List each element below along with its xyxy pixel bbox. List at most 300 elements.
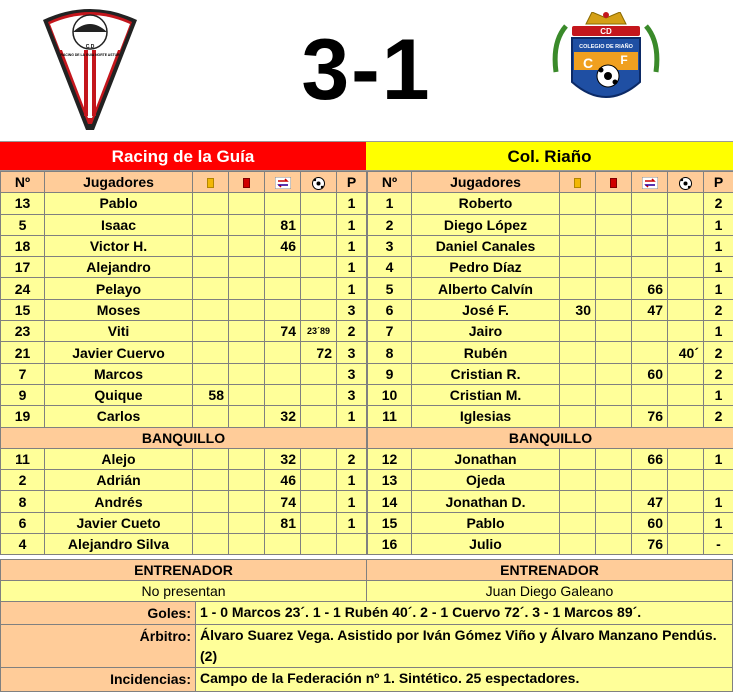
home-coach-name: No presentan [0,580,367,602]
away-coach-label: ENTRENADOR [366,559,733,581]
yellow-card [193,193,229,214]
yellow-card [560,257,596,278]
points: 3 [337,342,367,363]
goals-label: Goles: [1,602,196,624]
table-row [1,257,367,278]
red-card [596,363,632,384]
player-name: Diego López [412,214,560,235]
points: 2 [704,363,733,384]
player-number: 2 [368,214,412,235]
substitution-minute [632,384,668,405]
player-name: Moses [45,299,193,320]
player-name: Marcos [45,363,193,384]
player-number: 7 [1,363,45,384]
red-card [596,534,632,555]
yellow-card [560,512,596,533]
substitution-minute [632,214,668,235]
red-card [229,363,265,384]
goal-header [301,172,337,193]
yellow-card-header [193,172,229,193]
red-card [229,470,265,491]
substitution-icon [642,177,658,189]
points: 3 [337,384,367,405]
yellow-card-header [560,172,596,193]
goal-minute [301,278,337,299]
player-name: Daniel Canales [412,235,560,256]
table-row [368,257,733,278]
substitution-minute: 32 [265,448,301,469]
match-header [0,0,733,140]
yellow-card [560,470,596,491]
yellow-card [193,363,229,384]
table-row [1,470,367,491]
points: 1 [337,257,367,278]
incidents-label: Incidencias: [1,668,196,691]
goal-minute: 72 [301,342,337,363]
svg-text:F: F [620,53,628,67]
yellow-card [193,448,229,469]
player-number: 7 [368,321,412,342]
table-row [368,470,733,491]
red-card [229,299,265,320]
red-card [596,491,632,512]
yellow-card [560,193,596,214]
substitution-minute [632,235,668,256]
substitution-minute: 81 [265,214,301,235]
red-card [596,278,632,299]
yellow-card [193,342,229,363]
goal-minute [668,235,704,256]
table-row [1,342,367,363]
player-number: 5 [1,214,45,235]
yellow-card [193,278,229,299]
player-number: 9 [368,363,412,384]
points: 1 [337,512,367,533]
yellow-card [560,534,596,555]
player-number: 13 [368,470,412,491]
player-name: Javier Cuervo [45,342,193,363]
goal-minute [668,384,704,405]
red-card [229,406,265,427]
player-name: Alberto Calvín [412,278,560,299]
player-name: Andrés [45,491,193,512]
red-card [229,257,265,278]
player-number: 15 [368,512,412,533]
yellow-card [193,257,229,278]
goal-minute [668,257,704,278]
player-number: 8 [1,491,45,512]
table-row [1,491,367,512]
yellow-card [560,448,596,469]
substitution-minute: 46 [265,470,301,491]
goal-minute [301,448,337,469]
points: 1 [704,321,733,342]
goal-minute [668,406,704,427]
substitution-minute: 81 [265,512,301,533]
substitution-minute [632,193,668,214]
player-number: 6 [368,299,412,320]
bench-label: BANQUILLO [368,427,733,448]
table-row [368,384,733,405]
table-row [1,278,367,299]
player-name: Jairo [412,321,560,342]
player-number: 16 [368,534,412,555]
red-card [596,299,632,320]
substitution-header [632,172,668,193]
player-name: Isaac [45,214,193,235]
svg-text:C.D: C.D [85,44,95,50]
table-row [1,235,367,256]
substitution-header [265,172,301,193]
table-row [1,512,367,533]
points: 1 [704,257,733,278]
incidents-row [0,667,733,692]
substitution-minute [265,384,301,405]
player-number: 8 [368,342,412,363]
goal-ball-icon [312,177,325,190]
substitution-minute [632,470,668,491]
yellow-card [560,214,596,235]
player-number: 4 [368,257,412,278]
away-coach-name: Juan Diego Galeano [366,580,733,602]
player-number: 10 [368,384,412,405]
player-name: Cristian R. [412,363,560,384]
points-header: P [704,172,733,193]
yellow-card [193,512,229,533]
points: 1 [704,491,733,512]
goal-minute [668,321,704,342]
substitution-minute: 66 [632,448,668,469]
player-number: 21 [1,342,45,363]
points: 3 [337,299,367,320]
substitution-minute [265,363,301,384]
player-name: Alejo [45,448,193,469]
player-number: 9 [1,384,45,405]
yellow-card [193,406,229,427]
yellow-card-icon [207,178,214,188]
yellow-card [193,470,229,491]
goal-minute [668,534,704,555]
svg-text:COLEGIO DE RIAÑO: COLEGIO DE RIAÑO [579,44,633,50]
substitution-icon [275,177,291,189]
yellow-card [560,363,596,384]
player-name: Cristian M. [412,384,560,405]
points [337,534,367,555]
red-card-header [596,172,632,193]
referee-label: Árbitro: [1,625,196,667]
player-number: 15 [1,299,45,320]
substitution-minute [265,278,301,299]
yellow-card: 30 [560,299,596,320]
points: 1 [704,448,733,469]
substitution-minute [632,257,668,278]
substitution-minute: 47 [632,299,668,320]
red-card [229,193,265,214]
goal-minute [668,363,704,384]
yellow-card [193,321,229,342]
yellow-card: 58 [193,384,229,405]
number-header: Nº [1,172,45,193]
points: 1 [337,193,367,214]
home-lineup-table [0,171,367,555]
yellow-card [560,384,596,405]
player-number: 17 [1,257,45,278]
red-card [596,321,632,342]
players-header: Jugadores [412,172,560,193]
red-card [596,448,632,469]
substitution-minute: 76 [632,406,668,427]
points: 1 [704,214,733,235]
player-name: José F. [412,299,560,320]
red-card [229,342,265,363]
red-card [596,257,632,278]
points: 2 [704,299,733,320]
player-number: 3 [368,235,412,256]
svg-text:CD: CD [600,27,612,36]
svg-text:C: C [582,55,594,71]
referee-row [0,624,733,668]
points: 2 [337,321,367,342]
yellow-card [560,491,596,512]
bench-label: BANQUILLO [1,427,367,448]
yellow-card [560,406,596,427]
goal-minute [668,214,704,235]
substitution-minute: 76 [632,534,668,555]
red-card [596,470,632,491]
table-row [368,448,733,469]
table-row [368,406,733,427]
yellow-card [193,235,229,256]
yellow-card [193,299,229,320]
points: 1 [337,470,367,491]
goal-minute [301,384,337,405]
referee-value: Álvaro Suarez Vega. Asistido por Iván Gómez Viño y Álvaro Manzano Pendús. (2) [197,625,732,667]
table-row [368,534,733,555]
points-header: P [337,172,367,193]
points: 1 [337,491,367,512]
player-number: 4 [1,534,45,555]
red-card [229,512,265,533]
goal-minute [301,299,337,320]
player-number: 14 [368,491,412,512]
table-row [1,534,367,555]
player-name: Alejandro [45,257,193,278]
goal-minute: 40´ [668,342,704,363]
bench-section-row [1,427,367,448]
goals-row [0,601,733,625]
player-name: Pablo [412,512,560,533]
incidents-value: Campo de la Federación nº 1. Sintético. 25 espectadores. [197,668,732,691]
yellow-card [560,235,596,256]
home-coach-label: ENTRENADOR [0,559,367,581]
yellow-card [560,278,596,299]
table-row [1,448,367,469]
table-row [1,214,367,235]
substitution-minute: 46 [265,235,301,256]
player-name: Carlos [45,406,193,427]
player-name: Rubén [412,342,560,363]
red-card-icon [610,178,617,188]
points: - [704,534,733,555]
player-name: Jonathan [412,448,560,469]
table-row [1,299,367,320]
player-number: 11 [368,406,412,427]
yellow-card-icon [574,178,581,188]
bench-section-row [368,427,733,448]
goal-minute: 23´89 [301,321,337,342]
substitution-minute [265,534,301,555]
red-card [229,235,265,256]
red-card [229,321,265,342]
player-number: 12 [368,448,412,469]
substitution-minute: 60 [632,363,668,384]
goal-minute [668,491,704,512]
away-team-crest [552,12,660,112]
substitution-minute [265,299,301,320]
number-header: Nº [368,172,412,193]
table-row [368,299,733,320]
substitution-minute: 47 [632,491,668,512]
goal-minute [301,193,337,214]
away-lineup-table [367,171,733,555]
red-card [229,214,265,235]
red-card [596,384,632,405]
red-card [596,406,632,427]
player-number: 1 [368,193,412,214]
red-card [229,491,265,512]
yellow-card [560,321,596,342]
player-name: Ojeda [412,470,560,491]
substitution-minute: 74 [265,491,301,512]
red-card [596,342,632,363]
substitution-minute [632,342,668,363]
goal-minute [668,278,704,299]
player-name: Iglesias [412,406,560,427]
table-row [1,384,367,405]
points: 1 [337,235,367,256]
table-row [1,406,367,427]
player-name: Javier Cueto [45,512,193,533]
table-row [1,321,367,342]
goal-minute [668,299,704,320]
player-number: 18 [1,235,45,256]
goal-minute [301,363,337,384]
table-row [368,214,733,235]
substitution-minute: 74 [265,321,301,342]
red-card-icon [243,178,250,188]
svg-text:RACING DE LA GUIA NORTE ASTUR: RACING DE LA GUIA NORTE ASTUR [60,53,120,57]
goal-minute [668,448,704,469]
yellow-card [560,342,596,363]
red-card [229,448,265,469]
player-number: 2 [1,470,45,491]
table-row [368,321,733,342]
substitution-minute [265,193,301,214]
red-card [596,512,632,533]
table-header-row [368,172,733,193]
red-card [596,193,632,214]
table-header-row [1,172,367,193]
table-row [368,193,733,214]
player-number: 24 [1,278,45,299]
red-card-header [229,172,265,193]
player-name: Julio [412,534,560,555]
points: 1 [704,235,733,256]
points: 1 [337,214,367,235]
goal-minute [301,534,337,555]
goal-minute [668,470,704,491]
goal-minute [668,512,704,533]
player-number: 6 [1,512,45,533]
points: 2 [704,193,733,214]
goal-minute [301,406,337,427]
player-name: Pablo [45,193,193,214]
substitution-minute [265,342,301,363]
player-name: Viti [45,321,193,342]
yellow-card [193,534,229,555]
points: 1 [704,278,733,299]
player-number: 19 [1,406,45,427]
table-row [368,363,733,384]
player-name: Victor H. [45,235,193,256]
goal-ball-icon [679,177,692,190]
red-card [596,214,632,235]
goals-value: 1 - 0 Marcos 23´. 1 - 1 Rubén 40´. 2 - 1 Cuervo 72´. 3 - 1 Marcos 89´. [197,602,732,624]
table-row [368,491,733,512]
points: 3 [337,363,367,384]
player-number: 23 [1,321,45,342]
points: 1 [704,384,733,405]
players-header: Jugadores [45,172,193,193]
yellow-card [193,491,229,512]
home-team-name: Racing de la Guía [0,141,366,171]
player-number: 13 [1,193,45,214]
substitution-minute [265,257,301,278]
substitution-minute: 60 [632,512,668,533]
points: 1 [337,406,367,427]
table-row [368,278,733,299]
goal-minute [668,193,704,214]
points: 2 [337,448,367,469]
player-name: Pelayo [45,278,193,299]
goal-minute [301,257,337,278]
points: 2 [704,342,733,363]
points: 1 [704,512,733,533]
points [704,470,733,491]
player-name: Quique [45,384,193,405]
table-row [1,363,367,384]
red-card [596,235,632,256]
substitution-minute [632,321,668,342]
player-name: Roberto [412,193,560,214]
red-card [229,278,265,299]
table-row [368,512,733,533]
player-number: 11 [1,448,45,469]
red-card [229,534,265,555]
player-name: Pedro Díaz [412,257,560,278]
final-score: 3-1 [301,22,432,118]
red-card [229,384,265,405]
substitution-minute: 66 [632,278,668,299]
player-name: Jonathan D. [412,491,560,512]
goal-header [668,172,704,193]
yellow-card [193,214,229,235]
player-name: Alejandro Silva [45,534,193,555]
points: 1 [337,278,367,299]
goal-minute [301,214,337,235]
table-row [1,193,367,214]
player-name: Adrián [45,470,193,491]
